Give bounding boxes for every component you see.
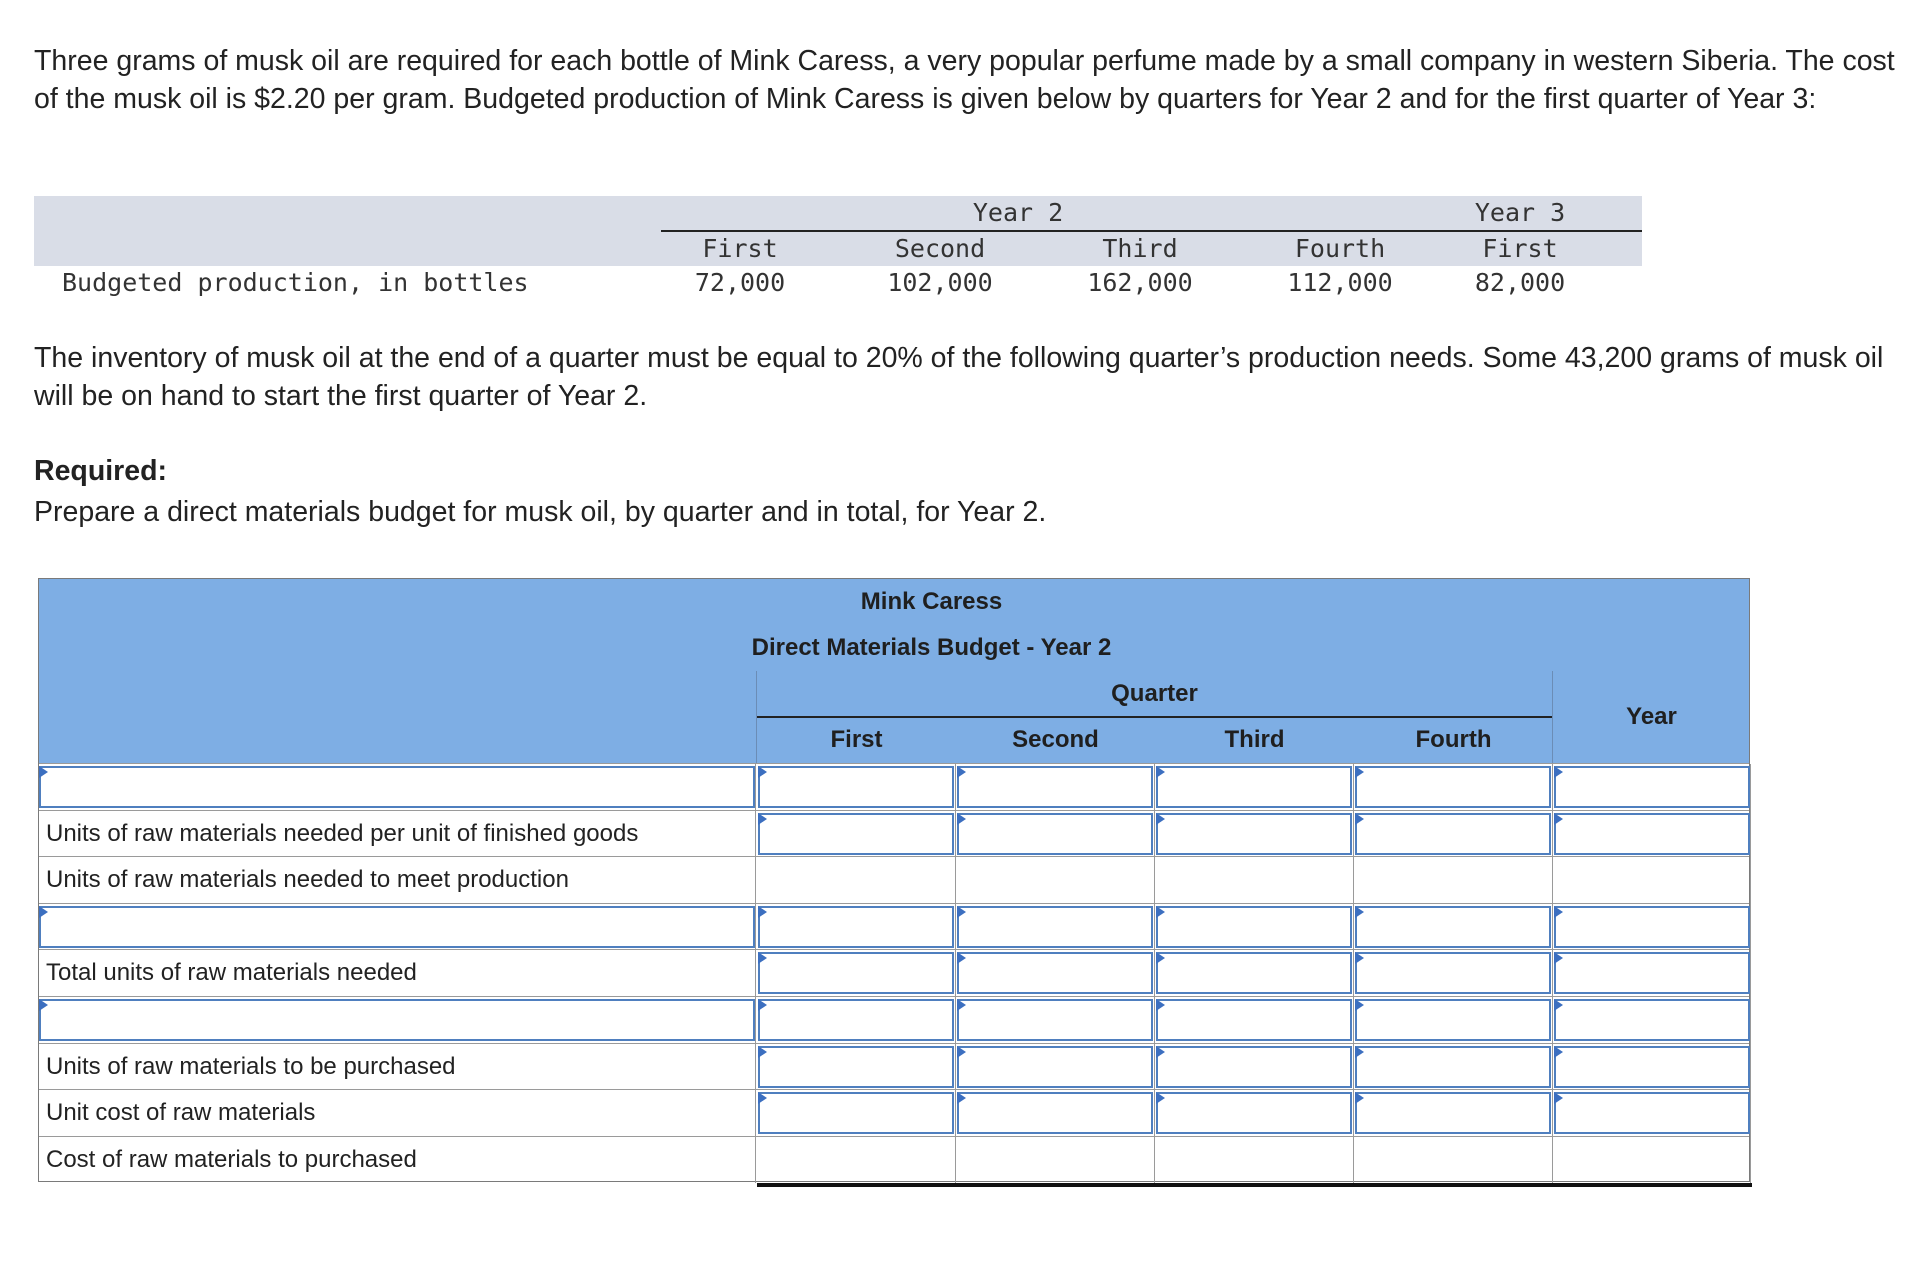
value-cell[interactable] — [956, 857, 1155, 904]
budget-column-headers — [39, 671, 1749, 763]
column-fourth: Fourth — [1415, 726, 1492, 753]
value-input[interactable] — [1156, 906, 1352, 948]
budget-row — [39, 856, 1749, 904]
company-name: Mink Caress — [860, 588, 1003, 615]
row-label: Unit cost of raw materials — [39, 1090, 756, 1137]
value-cell[interactable] — [956, 1090, 1155, 1137]
value-input[interactable] — [1554, 906, 1750, 948]
value-input[interactable] — [758, 1046, 954, 1088]
problem-intro: Three grams of musk oil are required for each bottle of Mink Caress, a very popular perfume made by a small company in western Siberia. The cost of the musk oil is $2.20 per gram. Budgeted production of Mink Caress is given below by quarters for Year 2 and for the first quarter of Year 3: — [34, 45, 1895, 115]
label-dropdown[interactable] — [39, 999, 755, 1041]
value-cell[interactable] — [1155, 1090, 1354, 1137]
value-input[interactable] — [1156, 766, 1352, 808]
value-cell[interactable] — [757, 950, 956, 997]
value-input[interactable] — [758, 952, 954, 994]
value-cell[interactable] — [757, 857, 956, 904]
value-cell[interactable] — [1553, 764, 1751, 811]
budget-row — [39, 1043, 1749, 1091]
value-cell[interactable] — [757, 997, 956, 1044]
value-input[interactable] — [758, 1092, 954, 1134]
inventory-text: The inventory of musk oil at the end of a quarter must be equal to 20% of the following quarter’s production needs. Some 43,200 grams of musk oil will be on hand to start the first quarter of Year 2. — [34, 342, 1884, 412]
quarter-header: Third — [1102, 234, 1178, 263]
value-input[interactable] — [1156, 999, 1352, 1041]
row-label: Cost of raw materials to purchased — [39, 1137, 756, 1184]
value-input[interactable] — [1355, 1092, 1551, 1134]
budget-title-row — [39, 625, 1749, 672]
row-label: Units of raw materials needed per unit of finished goods — [39, 811, 756, 858]
double-underline — [757, 1183, 1752, 1187]
quarter-header: First — [1482, 234, 1558, 263]
value-input[interactable] — [758, 813, 954, 855]
value-cell[interactable] — [757, 904, 956, 951]
quarter-header: Quarter — [1111, 680, 1198, 707]
value-input[interactable] — [957, 999, 1153, 1041]
required-heading: Required: — [34, 455, 168, 487]
value-cell[interactable] — [1155, 764, 1354, 811]
value-input[interactable] — [758, 999, 954, 1041]
value-cell[interactable] — [1354, 997, 1553, 1044]
value-input[interactable] — [957, 766, 1153, 808]
value-cell[interactable] — [1553, 1090, 1751, 1137]
column-third: Third — [1224, 726, 1285, 753]
row-label: Units of raw materials to be purchased — [39, 1044, 756, 1091]
value-cell[interactable] — [1553, 904, 1751, 951]
value-cell[interactable] — [1354, 764, 1553, 811]
value-cell[interactable] — [757, 811, 956, 858]
quarter-header: First — [702, 234, 778, 263]
value-cell[interactable] — [956, 764, 1155, 811]
production-value: 162,000 — [1087, 268, 1193, 297]
value-input[interactable] — [1355, 1046, 1551, 1088]
value-cell[interactable] — [1354, 811, 1553, 858]
value-input[interactable] — [1156, 813, 1352, 855]
value-cell[interactable] — [1354, 1044, 1553, 1091]
value-input[interactable] — [1554, 1092, 1750, 1134]
production-value: 82,000 — [1474, 268, 1566, 297]
column-first: First — [830, 726, 883, 753]
row-label: Units of raw materials needed to meet production — [39, 857, 756, 904]
year3-header: Year 3 — [1474, 198, 1566, 227]
value-cell[interactable] — [1354, 950, 1553, 997]
value-cell[interactable] — [1553, 811, 1751, 858]
value-input[interactable] — [1156, 1092, 1352, 1134]
row-label-input[interactable] — [39, 997, 756, 1044]
budget-row — [39, 903, 1749, 951]
value-cell[interactable] — [1155, 1137, 1354, 1184]
value-input[interactable] — [1156, 1046, 1352, 1088]
label-dropdown[interactable] — [39, 766, 755, 808]
value-cell[interactable] — [1553, 857, 1751, 904]
value-cell[interactable] — [1553, 950, 1751, 997]
production-value: 102,000 — [887, 268, 993, 297]
budget-row — [39, 996, 1749, 1044]
value-cell[interactable] — [757, 1090, 956, 1137]
quarter-header: Second — [894, 234, 986, 263]
value-cell[interactable] — [956, 904, 1155, 951]
budget-title: Direct Materials Budget - Year 2 — [751, 634, 1112, 661]
row-label-input[interactable] — [39, 764, 756, 811]
budget-row — [39, 763, 1749, 811]
value-input[interactable] — [957, 952, 1153, 994]
value-cell[interactable] — [956, 997, 1155, 1044]
row-label-input[interactable] — [39, 904, 756, 951]
value-cell[interactable] — [1354, 1137, 1553, 1184]
value-input[interactable] — [1554, 999, 1750, 1041]
budget-row — [39, 1089, 1749, 1137]
value-cell[interactable] — [1553, 1044, 1751, 1091]
value-input[interactable] — [957, 906, 1153, 948]
value-cell[interactable] — [757, 1137, 956, 1184]
value-input[interactable] — [1554, 813, 1750, 855]
year2-header: Year 2 — [972, 198, 1064, 227]
budget-row — [39, 1136, 1749, 1184]
production-value: 112,000 — [1287, 268, 1393, 297]
value-input[interactable] — [1355, 906, 1551, 948]
value-input[interactable] — [758, 906, 954, 948]
budget-company-row — [39, 579, 1749, 626]
value-cell[interactable] — [1155, 904, 1354, 951]
value-cell[interactable] — [757, 764, 956, 811]
value-cell[interactable] — [1354, 857, 1553, 904]
value-input[interactable] — [1355, 766, 1551, 808]
value-cell[interactable] — [956, 1137, 1155, 1184]
production-value: 72,000 — [694, 268, 786, 297]
value-input[interactable] — [957, 1092, 1153, 1134]
value-cell[interactable] — [1155, 950, 1354, 997]
direct-materials-budget-table — [38, 578, 1750, 1182]
value-cell[interactable] — [1155, 997, 1354, 1044]
value-input[interactable] — [1554, 766, 1750, 808]
row-label: Total units of raw materials needed — [39, 950, 756, 997]
value-cell[interactable] — [956, 1044, 1155, 1091]
value-input[interactable] — [1554, 952, 1750, 994]
quarter-header: Fourth — [1294, 234, 1386, 263]
value-cell[interactable] — [1155, 857, 1354, 904]
value-input[interactable] — [957, 813, 1153, 855]
value-input[interactable] — [1554, 1046, 1750, 1088]
value-cell[interactable] — [1354, 904, 1553, 951]
value-input[interactable] — [1355, 813, 1551, 855]
required-text: Prepare a direct materials budget for musk oil, by quarter and in total, for Year 2. — [34, 496, 1047, 528]
value-cell[interactable] — [757, 1044, 956, 1091]
value-input[interactable] — [1355, 999, 1551, 1041]
budget-row — [39, 810, 1749, 858]
value-cell[interactable] — [1553, 997, 1751, 1044]
production-table — [34, 196, 1642, 306]
production-row-label: Budgeted production, in bottles — [62, 268, 529, 297]
value-cell[interactable] — [956, 950, 1155, 997]
column-second: Second — [1012, 726, 1099, 753]
value-input[interactable] — [1355, 952, 1551, 994]
value-input[interactable] — [1156, 952, 1352, 994]
label-dropdown[interactable] — [39, 906, 755, 948]
column-year: Year — [1626, 703, 1677, 730]
budget-row — [39, 949, 1749, 997]
value-cell[interactable] — [1155, 1044, 1354, 1091]
value-cell[interactable] — [956, 811, 1155, 858]
value-input[interactable] — [758, 766, 954, 808]
value-cell[interactable] — [1155, 811, 1354, 858]
value-cell[interactable] — [1354, 1090, 1553, 1137]
value-cell[interactable] — [1553, 1137, 1751, 1184]
value-input[interactable] — [957, 1046, 1153, 1088]
